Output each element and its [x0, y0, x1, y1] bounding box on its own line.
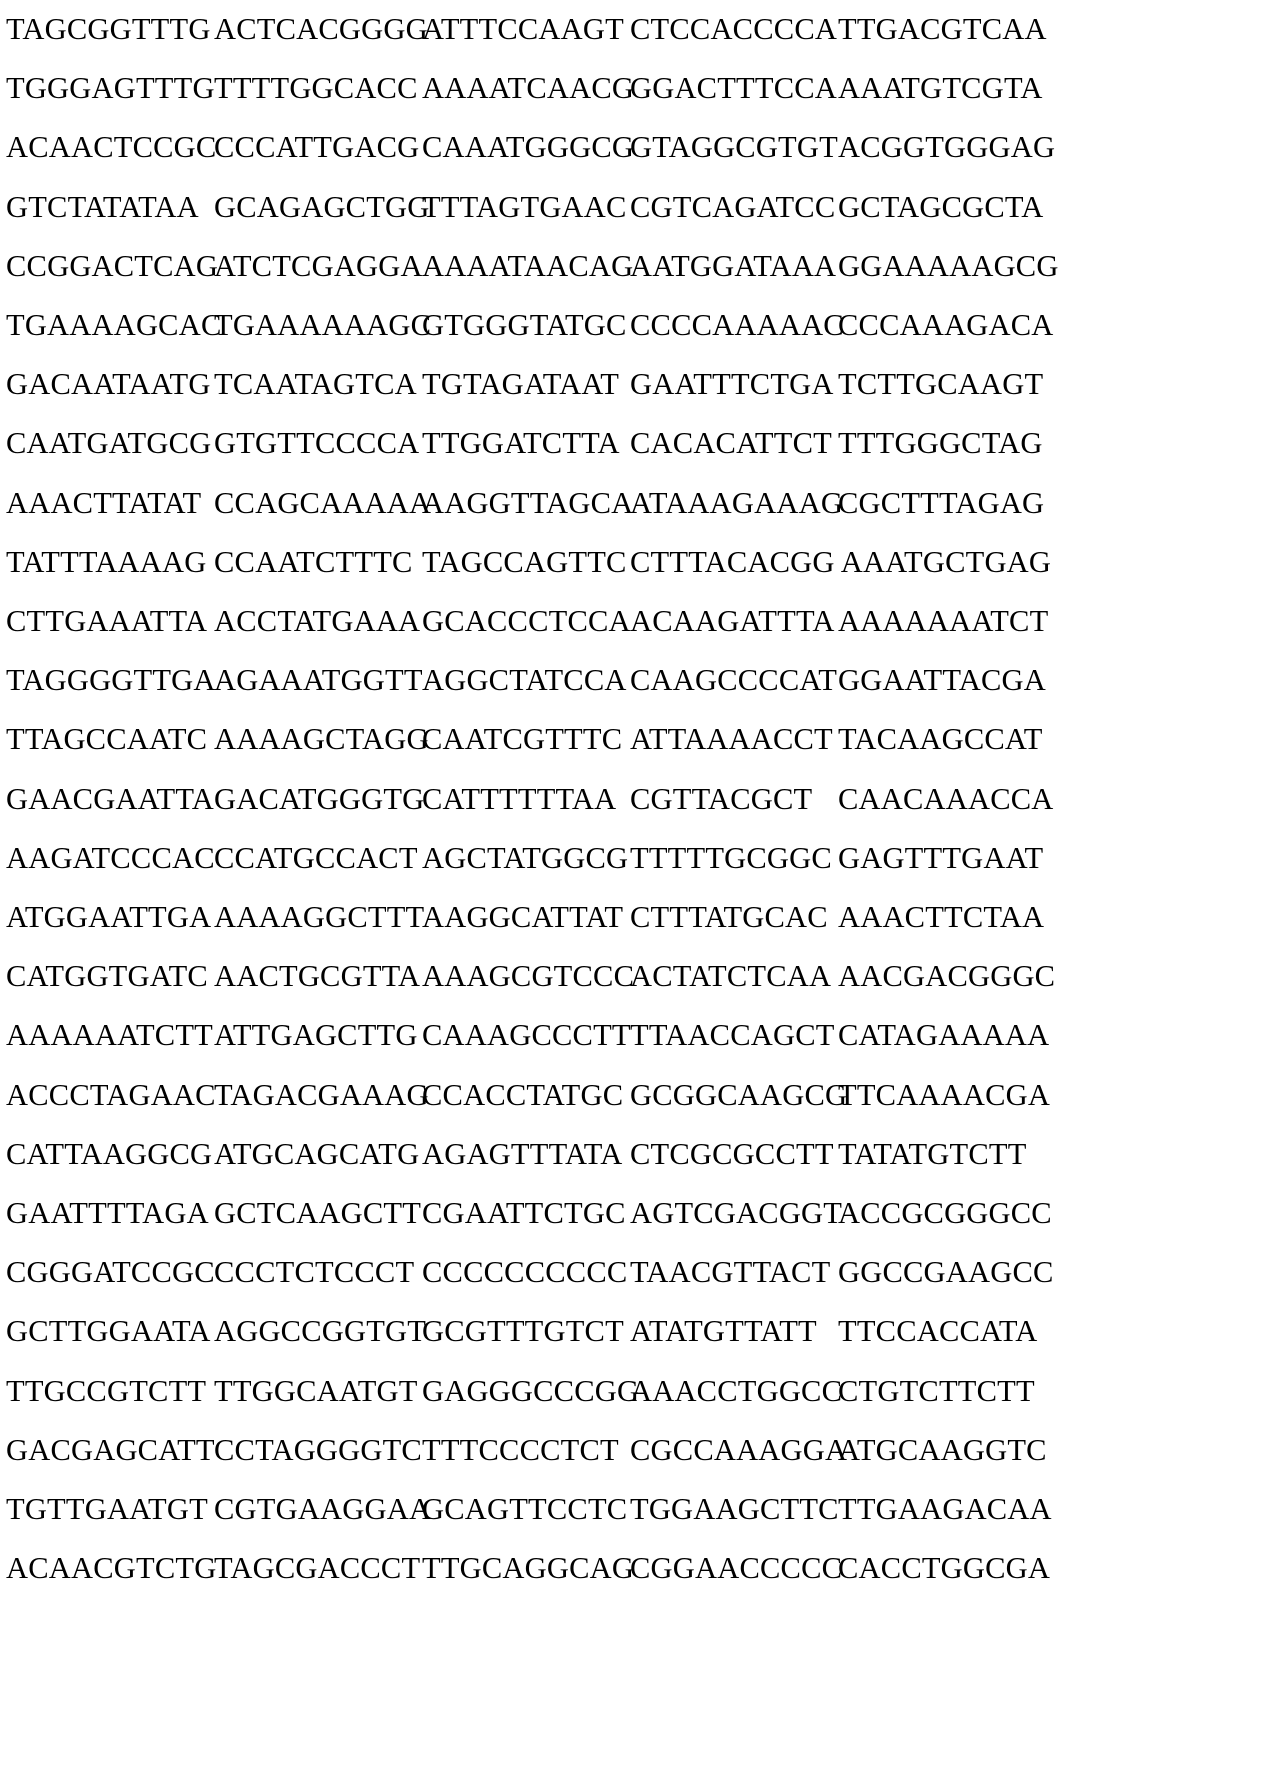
sequence-block: GCGTTTGTCT [422, 1314, 624, 1349]
sequence-line [6, 1184, 1274, 1243]
sequence-line [6, 1421, 1274, 1480]
sequence-block: ATTTCCAAGT [422, 12, 624, 46]
sequence-block: ACTATCTCAA [630, 959, 832, 994]
sequence-block: GTAGGCGTGT [630, 130, 838, 165]
sequence-block: ATCTCGAGGA [214, 248, 423, 283]
sequence-block: GACATGGGTG [214, 781, 425, 816]
sequence-line [6, 414, 1274, 473]
sequence-block: ATGGAATTGA [6, 900, 212, 935]
sequence-block: CCCCCCCCCC [422, 1255, 628, 1290]
sequence-block: ATTGAGCTTG [214, 1018, 418, 1053]
sequence-block: CTCGCGCCTT [630, 1136, 834, 1171]
sequence-block: CTTTATGCAC [630, 900, 828, 935]
sequence-block: ACCCTAGAAC [6, 1077, 216, 1112]
sequence-block: CCCAAAGACA [838, 308, 1054, 343]
sequence-block: CTGTCTTCTT [838, 1373, 1035, 1408]
sequence-line [6, 710, 1274, 769]
sequence-block: GGAAAAAGCG [838, 248, 1059, 283]
sequence-block: AGAAATGGTT [214, 663, 423, 698]
sequence-block: AGGCCGGTGT [214, 1314, 427, 1349]
sequence-line [6, 1362, 1274, 1421]
sequence-block: GGCCGAAGCC [838, 1255, 1054, 1290]
sequence-block: TTCCACCATA [838, 1314, 1038, 1349]
sequence-block: TTTCCCCTCT [422, 1432, 619, 1467]
sequence-block: GACAATAATG [6, 367, 211, 402]
sequence-block: TAGCCAGTTC [422, 544, 627, 579]
sequence-block: ATAAAGAAAG [630, 485, 844, 520]
sequence-block: AATGGATAAA [630, 248, 837, 283]
sequence-block: GACGAGCATT [6, 1432, 215, 1467]
sequence-block: CATTTTTTAA [422, 781, 617, 816]
sequence-block: AAAATCAACG [422, 71, 635, 106]
sequence-block: TACAAGCCAT [838, 722, 1043, 757]
sequence-block: GCTTGGAATA [6, 1314, 211, 1349]
sequence-block: ACCGCGGGCC [838, 1196, 1052, 1231]
sequence-block: AAACTTCTAA [838, 900, 1045, 935]
sequence-block: GGAATTACGA [838, 663, 1046, 698]
sequence-block: ACAACGTCTG [6, 1551, 217, 1586]
sequence-block: CGCCAAAGGA [630, 1432, 848, 1467]
sequence-block: CAACAAACCA [838, 781, 1054, 816]
sequence-block: AGCTATGGCG [422, 840, 629, 875]
sequence-block: GAATTTCTGA [630, 367, 834, 402]
sequence-block: CGAATTCTGC [422, 1196, 626, 1231]
sequence-block: CATGGTGATC [6, 959, 208, 994]
sequence-block: TTCAAAACGA [838, 1077, 1051, 1112]
sequence-block: ACCTATGAAA [214, 604, 421, 639]
sequence-line [6, 296, 1274, 355]
sequence-line [6, 118, 1274, 177]
sequence-block: CGGAACCCCC [630, 1551, 843, 1586]
sequence-block: AAATGTCGTA [838, 71, 1043, 106]
sequence-block: GCGGCAAGCG [630, 1077, 848, 1112]
sequence-block: TTTGGGCTAG [838, 426, 1043, 461]
sequence-block: CGTGAAGGAA [214, 1492, 432, 1527]
sequence-block: TATTTAAAAG [6, 544, 207, 579]
sequence-block: CGTTACGCT [630, 781, 813, 816]
sequence-block: AACTGCGTTA [214, 959, 421, 994]
sequence-block: TTGCCGTCTT [6, 1373, 207, 1408]
sequence-block: GAACGAATTA [6, 781, 214, 816]
sequence-block: GCTCAAGCTT [214, 1196, 422, 1231]
sequence-line [6, 651, 1274, 710]
sequence-block: AGGCTATCCA [422, 663, 627, 698]
sequence-block: TTAACCAGCT [630, 1018, 835, 1053]
sequence-block: ATGCAAGGTC [838, 1432, 1047, 1467]
sequence-block: CCGGACTCAG [6, 248, 219, 283]
sequence-block: TCAATAGTCA [214, 367, 417, 402]
sequence-block: AAAAAAATCT [838, 604, 1049, 639]
sequence-block: TTGCAGGCAG [422, 1551, 635, 1586]
sequence-line [6, 1302, 1274, 1361]
sequence-line [6, 888, 1274, 947]
sequence-block: CACCTGGCGA [838, 1551, 1051, 1586]
sequence-block: TGTTGAATGT [6, 1492, 208, 1527]
sequence-block: AAGGCATTAT [422, 900, 624, 935]
sequence-block: CCAGCAAAAA [214, 485, 432, 520]
sequence-block: AACGACGGGC [838, 959, 1056, 994]
sequence-line [6, 947, 1274, 1006]
sequence-line [6, 1066, 1274, 1125]
sequence-block: CCCCAAAAAC [630, 308, 844, 343]
sequence-block: ACAACTCCGC [6, 130, 217, 165]
sequence-block: AAAGCGTCCC [422, 959, 635, 994]
sequence-block: TGTAGATAAT [422, 367, 620, 402]
sequence-block: GTCTATATAA [6, 189, 199, 224]
sequence-block: CTTGAAATTA [6, 604, 208, 639]
sequence-block: CGCTTTAGAG [838, 485, 1045, 520]
sequence-block: TTGGCAATGT [214, 1373, 418, 1408]
sequence-block: ACGGTGGGAG [838, 130, 1056, 165]
sequence-block: CATTAAGGCG [6, 1136, 213, 1171]
sequence-block: AAACCTGGCC [630, 1373, 843, 1408]
sequence-block: TATATGTCTT [838, 1136, 1027, 1171]
sequence-block: TGGAAGCTTC [630, 1492, 839, 1527]
sequence-block: CTCCACCCCA [630, 12, 838, 46]
sequence-block: CAAGCCCCAT [630, 663, 838, 698]
sequence-block: TTGGATCTTA [422, 426, 620, 461]
sequence-block: CCCATTGACG [214, 130, 420, 165]
sequence-line [6, 829, 1274, 888]
sequence-block: TAACGTTACT [630, 1255, 831, 1290]
sequence-block: CCTAGGGGTC [214, 1432, 422, 1467]
sequence-block: AAAATAACAG [422, 248, 634, 283]
sequence-block: CCCTCTCCCT [214, 1255, 415, 1290]
sequence-block: TGAAAAGCAC [6, 308, 222, 343]
sequence-line [6, 178, 1274, 237]
sequence-block: GAATTTTAGA [6, 1196, 209, 1231]
sequence-block: TTAGCCAATC [6, 722, 208, 757]
sequence-block: AAACTTATAT [6, 485, 202, 520]
sequence-block: GTGGGTATGC [422, 308, 627, 343]
sequence-block: TAGGGGTTGA [6, 663, 216, 698]
sequence-block: AAGGTTAGCA [422, 485, 634, 520]
sequence-block: TTGACGTCAA [838, 12, 1047, 46]
sequence-block: ATTAAAACCT [630, 722, 833, 757]
sequence-block: CATAGAAAAA [838, 1018, 1050, 1053]
sequence-block: TTTAGTGAAC [422, 189, 627, 224]
sequence-block: AGAGTTTATA [422, 1136, 623, 1171]
sequence-line [6, 237, 1274, 296]
sequence-line [6, 59, 1274, 118]
sequence-block: GAGTTTGAAT [838, 840, 1044, 875]
sequence-block: CCAATCTTTC [214, 544, 413, 579]
sequence-block: CAAAGCCCTT [422, 1018, 631, 1053]
sequence-block: AAAAGGCTTT [214, 900, 425, 935]
sequence-block: AAAAGCTAGG [214, 722, 429, 757]
sequence-block: AAGATCCCAC [6, 840, 215, 875]
sequence-block: GAGGGCCCGG [422, 1373, 640, 1408]
sequence-block: TCTTGCAAGT [838, 367, 1044, 402]
sequence-block: AAAAAATCTT [6, 1018, 214, 1053]
sequence-block: ACAAGATTTA [630, 604, 835, 639]
sequence-block: ACTCACGGGG [214, 12, 428, 46]
sequence-block: TTGAAGACAA [838, 1492, 1052, 1527]
sequence-line [6, 1006, 1274, 1065]
sequence-block: TAGCGACCCT [214, 1551, 421, 1586]
sequence-block: CAATCGTTTC [422, 722, 623, 757]
sequence-block: CCACCTATGC [422, 1077, 624, 1112]
sequence-line [6, 1539, 1274, 1598]
sequence-block: TGGGAGTTTG [6, 71, 215, 106]
sequence-block: TTTTTGCGGC [630, 840, 832, 875]
sequence-block: TAGACGAAAG [214, 1077, 429, 1112]
sequence-block: CACACATTCT [630, 426, 832, 461]
sequence-line [6, 770, 1274, 829]
sequence-block: ATGCAGCATG [214, 1136, 420, 1171]
sequence-block: CAATGATGCG [6, 426, 212, 461]
sequence-block: AGTCGACGGT [630, 1196, 843, 1231]
sequence-block: CTTTACACGG AAATGCTGAG [630, 544, 1052, 579]
sequence-line [6, 592, 1274, 651]
sequence-block: TGAAAAAAGC [214, 308, 432, 343]
sequence-line [6, 0, 1274, 59]
sequence-line [6, 1125, 1274, 1184]
sequence-line [6, 1480, 1274, 1539]
sequence-block: ATATGTTATT [630, 1314, 817, 1349]
sequence-block: GCACCCTCCA [422, 604, 631, 639]
sequence-block: CGTCAGATCC [630, 189, 836, 224]
sequence-block: GGACTTTCCA [630, 71, 838, 106]
sequence-block: GCTAGCGCTA [838, 189, 1044, 224]
sequence-block: CCATGCCACT [214, 840, 418, 875]
sequence-block: GCAGAGCTGG [214, 189, 430, 224]
sequence-block: TTTTGGCACC [214, 71, 418, 106]
sequence-block: CGGGATCCGC [6, 1255, 215, 1290]
sequence-block: GTGTTCCCCA [214, 426, 420, 461]
sequence-block: TAGCGGTTTG [6, 12, 211, 46]
sequence-line [6, 1243, 1274, 1302]
sequence-block: CAAATGGGCG [422, 130, 635, 165]
sequence-line [6, 533, 1274, 592]
sequence-line [6, 355, 1274, 414]
sequence-line [6, 474, 1274, 533]
sequence-block: GCAGTTCCTC [422, 1492, 628, 1527]
